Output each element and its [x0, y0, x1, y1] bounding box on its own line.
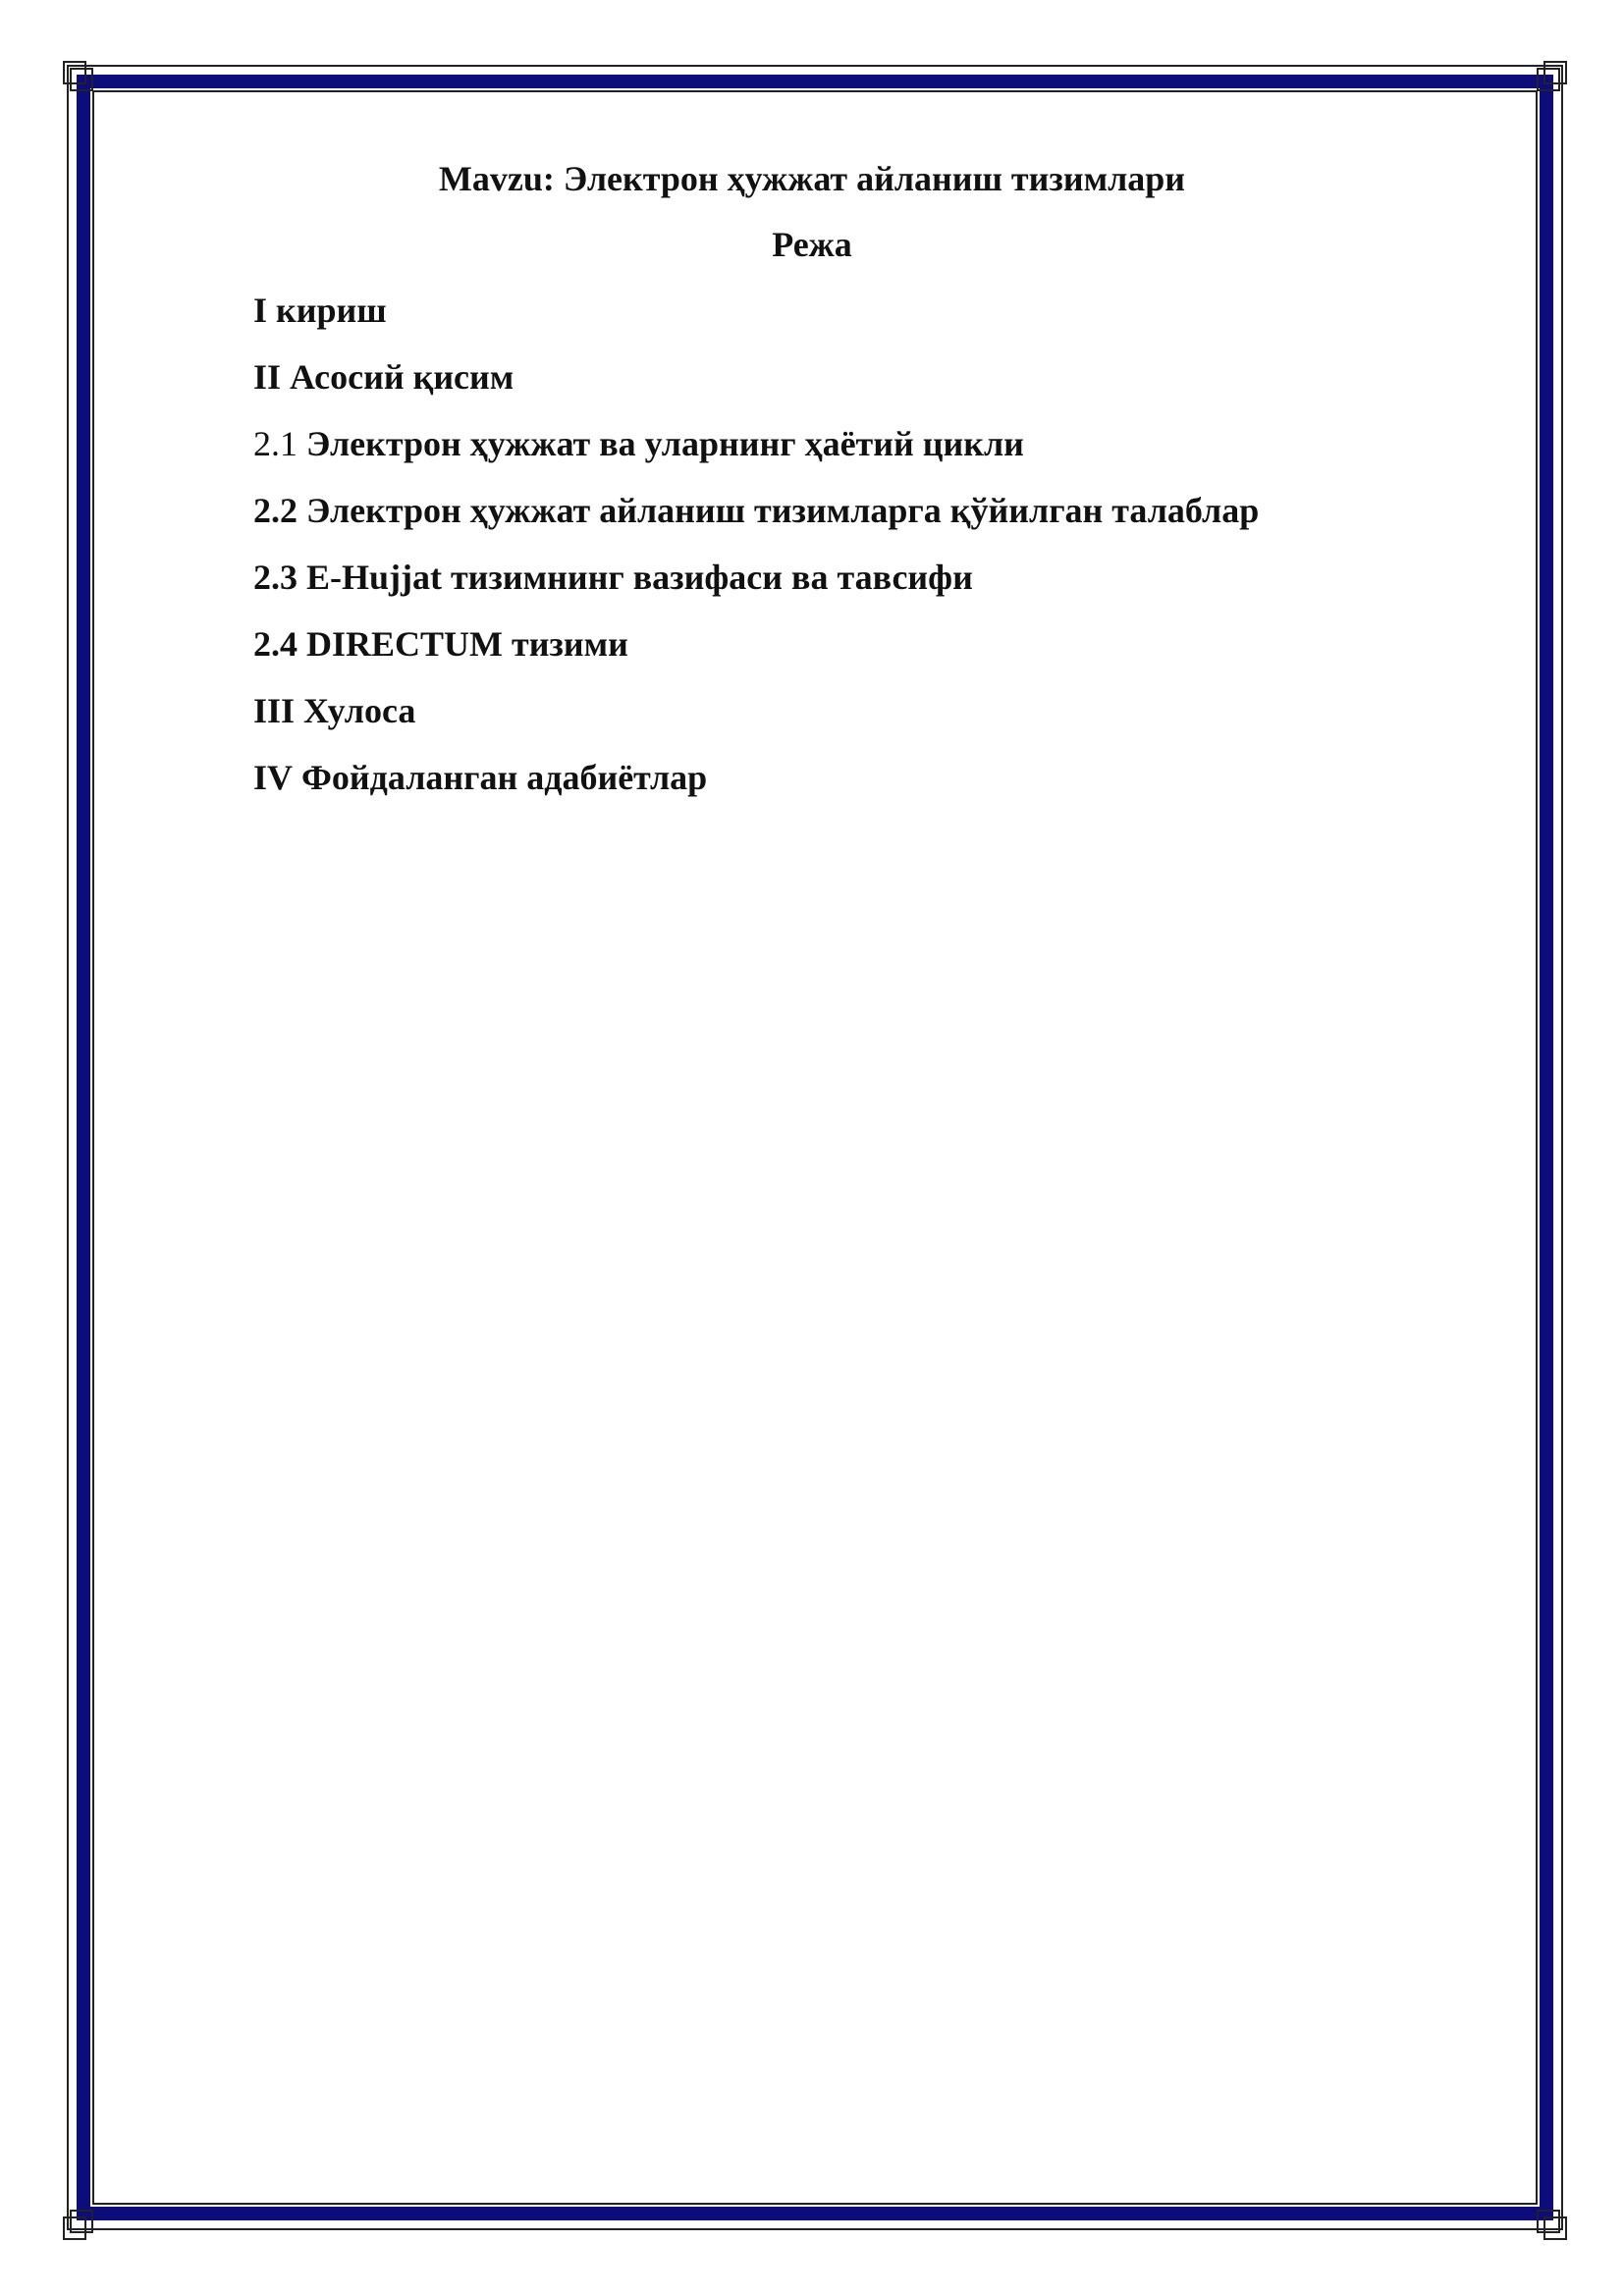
- outline-item-text: Электрон ҳужжат айланиш тизимларга қўйилган талаблар: [306, 491, 1260, 530]
- outline-item: [253, 554, 1259, 601]
- outline-list: [253, 287, 1259, 821]
- outline-item-number: 2.2: [253, 491, 298, 530]
- plan-heading: Режа: [772, 225, 852, 264]
- document-title: Mavzu: Электрон ҳужжат айланиш тизимлари: [438, 159, 1186, 198]
- outline-item: [253, 687, 1259, 734]
- outline-item-number: 2.1: [253, 424, 298, 463]
- outline-item-text: Фойдаланган адабиётлар: [301, 758, 708, 797]
- outline-item-number: 2.3: [253, 558, 298, 597]
- outline-item: [253, 620, 1259, 667]
- corner-ornament-top-left: [63, 61, 100, 98]
- outline-item-number: II: [253, 357, 282, 397]
- outline-item-text: кириш: [276, 291, 387, 330]
- corner-ornament-bottom-left: [63, 2203, 100, 2240]
- outline-item-text: Электрон ҳужжат ва уларнинг ҳаётий цикли: [306, 424, 1024, 463]
- outline-item-number: III: [253, 691, 296, 730]
- outline-item-text: Хулоса: [303, 691, 416, 730]
- outline-item: [253, 420, 1259, 467]
- outline-item-text: DIRECTUM тизими: [306, 624, 628, 664]
- outline-item: [253, 353, 1259, 400]
- outline-item: [253, 754, 1259, 801]
- outline-item: [253, 287, 1259, 334]
- outline-item-text: Асосий қисим: [290, 357, 514, 397]
- outline-item: [253, 487, 1259, 534]
- outline-item-number: 2.4: [253, 624, 298, 664]
- outline-item-number: IV: [253, 758, 294, 797]
- outline-item-number: I: [253, 291, 268, 330]
- corner-ornament-top-right: [1530, 61, 1567, 98]
- corner-ornament-bottom-right: [1530, 2203, 1567, 2240]
- outline-item-text: E-Hujjat тизимнинг вазифаси ва тавсифи: [306, 558, 973, 597]
